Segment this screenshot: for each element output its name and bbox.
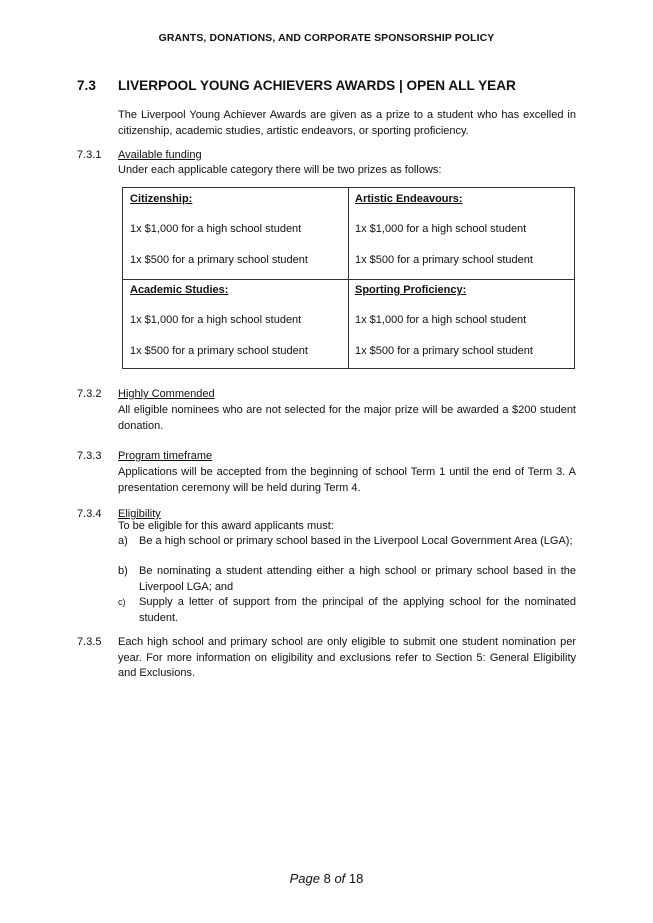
funding-table xyxy=(122,187,575,369)
eligibility-intro: To be eligible for this award applicants must: xyxy=(118,520,334,532)
page-footer xyxy=(0,871,653,886)
page-word: Page xyxy=(289,871,320,886)
prize-text: 1x $500 for a primary school student xyxy=(130,345,308,357)
subsection-title: Available funding xyxy=(118,149,202,161)
table-divider xyxy=(123,279,574,280)
table-divider xyxy=(348,188,349,368)
timeframe-text: Applications will be accepted from the beginning of school Term 1 until the end of Term 3. A presentation ceremony will be held during Term 4. xyxy=(118,466,576,494)
page-header: GRANTS, DONATIONS, AND CORPORATE SPONSORSHIP POLICY xyxy=(158,33,495,44)
list-item xyxy=(118,564,576,595)
prize-text: 1x $500 for a primary school student xyxy=(130,254,308,266)
prize-text: 1x $1,000 for a high school student xyxy=(355,314,527,326)
subsection-number: 7.3.1 xyxy=(77,149,102,161)
list-text: Be a high school or primary school based in the Liverpool Local Government Area (LGA); xyxy=(139,535,573,547)
category-heading: Citizenship: xyxy=(130,193,193,205)
prize-text: 1x $500 for a primary school student xyxy=(355,345,533,357)
total-pages: 18 xyxy=(348,871,364,886)
funding-text: Under each applicable category there will be two prizes as follows: xyxy=(118,164,442,176)
section-title: LIVERPOOL YOUNG ACHIEVERS AWARDS | OPEN ALL YEAR xyxy=(118,78,516,93)
subsection-title: Highly Commended xyxy=(118,388,215,400)
list-marker: c) xyxy=(118,597,126,607)
list-text: Supply a letter of support from the principal of the applying school for the nominated student. xyxy=(139,596,576,624)
subsection-title: Eligibility xyxy=(118,508,161,520)
list-item xyxy=(118,534,576,550)
subsection-number: 7.3.2 xyxy=(77,388,102,400)
category-heading: Sporting Proficiency: xyxy=(355,284,467,296)
list-marker: a) xyxy=(118,535,128,547)
list-text: Be nominating a student attending either a high school or primary school based in the Liverpool LGA; and xyxy=(139,565,576,593)
category-heading: Artistic Endeavours: xyxy=(355,193,463,205)
subsection-number: 7.3.3 xyxy=(77,450,102,462)
section-intro: The Liverpool Young Achiever Awards are given as a prize to a student who has excelled in citizenship, academic studies, artistic endeavors, or sporting proficiency. xyxy=(118,109,576,137)
prize-text: 1x $1,000 for a high school student xyxy=(130,314,302,326)
subsection-number: 7.3.4 xyxy=(77,508,102,520)
page-number: 8 xyxy=(323,871,331,886)
nomination-limit-text: Each high school and primary school are only eligible to submit one student nomination per year. For more information on eligibility and exclusions refer to Section 5: General Eligibility and Exclusions. xyxy=(118,636,576,679)
category-heading: Academic Studies: xyxy=(130,284,229,296)
prize-text: 1x $500 for a primary school student xyxy=(355,254,533,266)
section-number: 7.3 xyxy=(77,78,96,93)
subsection-number: 7.3.5 xyxy=(77,636,102,648)
prize-text: 1x $1,000 for a high school student xyxy=(355,223,527,235)
list-item xyxy=(118,595,576,626)
prize-text: 1x $1,000 for a high school student xyxy=(130,223,302,235)
highly-commended-text: All eligible nominees who are not selected for the major prize will be awarded a $200 student donation. xyxy=(118,404,576,432)
of-word: of xyxy=(334,871,346,886)
list-marker: b) xyxy=(118,565,128,577)
subsection-title: Program timeframe xyxy=(118,450,213,462)
